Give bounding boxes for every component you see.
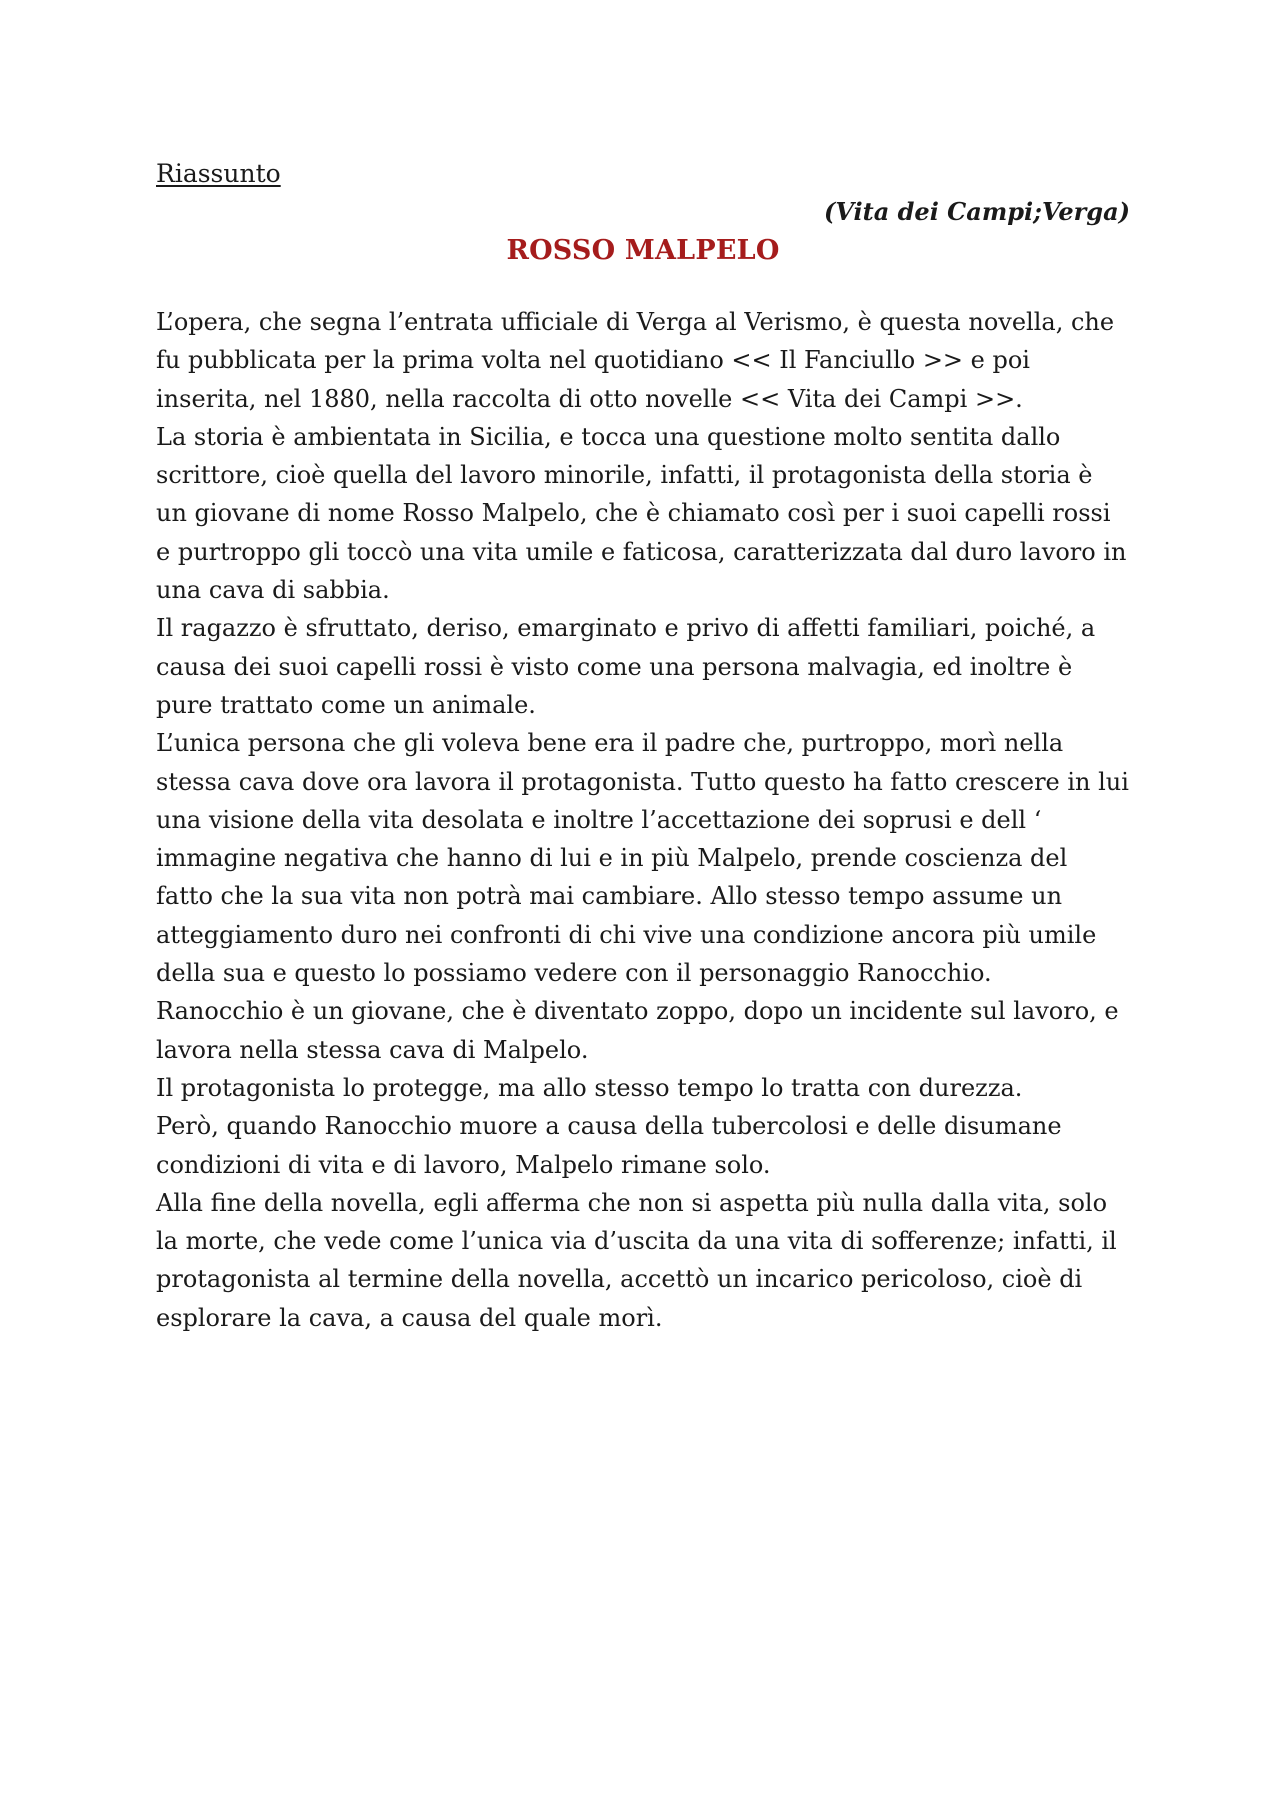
- paragraph: La storia è ambientata in Sicilia, e tocca una questione molto sentita dallo scrittore, cioè quella del lavoro minorile, infatti, il protagonista della storia è un giovane di nome Rosso Malpelo, che è chiamato così per i suoi capelli rossi e purtroppo gli toccò una vita umile e faticosa, caratterizzata dal duro lavoro in una cava di sabbia.: [156, 422, 1127, 605]
- paragraph: Il protagonista lo protegge, ma allo stesso tempo lo tratta con durezza.: [156, 1073, 1023, 1102]
- paragraph: L’unica persona che gli voleva bene era il padre che, purtroppo, morì nella stessa cava dove ora lavora il protagonista. Tutto questo ha fatto crescere in lui una visione della vita desolata e inoltre l’accettazione dei soprusi e dell ‘ immagine negativa che hanno di lui e in più Malpelo, prende coscienza del fatto che la sua vita non potrà mai cambiare. Allo stesso tempo assume un atteggiamento duro nei confronti di chi vive una condizione ancora più umile della sua e questo lo possiamo vedere con il personaggio Ranocchio.: [156, 729, 1129, 988]
- source-citation: (Vita dei Campi;Verga): [823, 197, 1130, 226]
- paragraph: L’opera, che segna l’entrata ufficiale di Verga al Verismo, è questa novella, che fu pubblicata per la prima volta nel quotidiano << Il Fanciullo >> e poi inserita, nel 1880, nella raccolta di otto novelle << Vita dei Campi >>.: [156, 308, 1115, 413]
- paragraph: Però, quando Ranocchio muore a causa della tubercolosi e delle disumane condizioni di vita e di lavoro, Malpelo rimane solo.: [156, 1112, 1062, 1179]
- paragraph: Ranocchio è un giovane, che è diventato zoppo, dopo un incidente sul lavoro, e lavora nella stessa cava di Malpelo.: [156, 997, 1119, 1064]
- document-body: [156, 303, 1130, 1337]
- document-title: ROSSO MALPELO: [506, 235, 780, 266]
- paragraph: Il ragazzo è sfruttato, deriso, emarginato e privo di affetti familiari, poiché, a causa dei suoi capelli rossi è visto come una persona malvagia, ed inoltre è pure trattato come un animale.: [156, 614, 1096, 719]
- document-page: [156, 155, 1130, 1337]
- paragraph: Alla fine della novella, egli afferma che non si aspetta più nulla dalla vita, solo la morte, che vede come l’unica via d’uscita da una vita di sofferenze; infatti, il protagonista al termine della novella, accettò un incarico pericoloso, cioè di esplorare la cava, a causa del quale morì.: [156, 1188, 1117, 1332]
- section-label: Riassunto: [156, 159, 281, 188]
